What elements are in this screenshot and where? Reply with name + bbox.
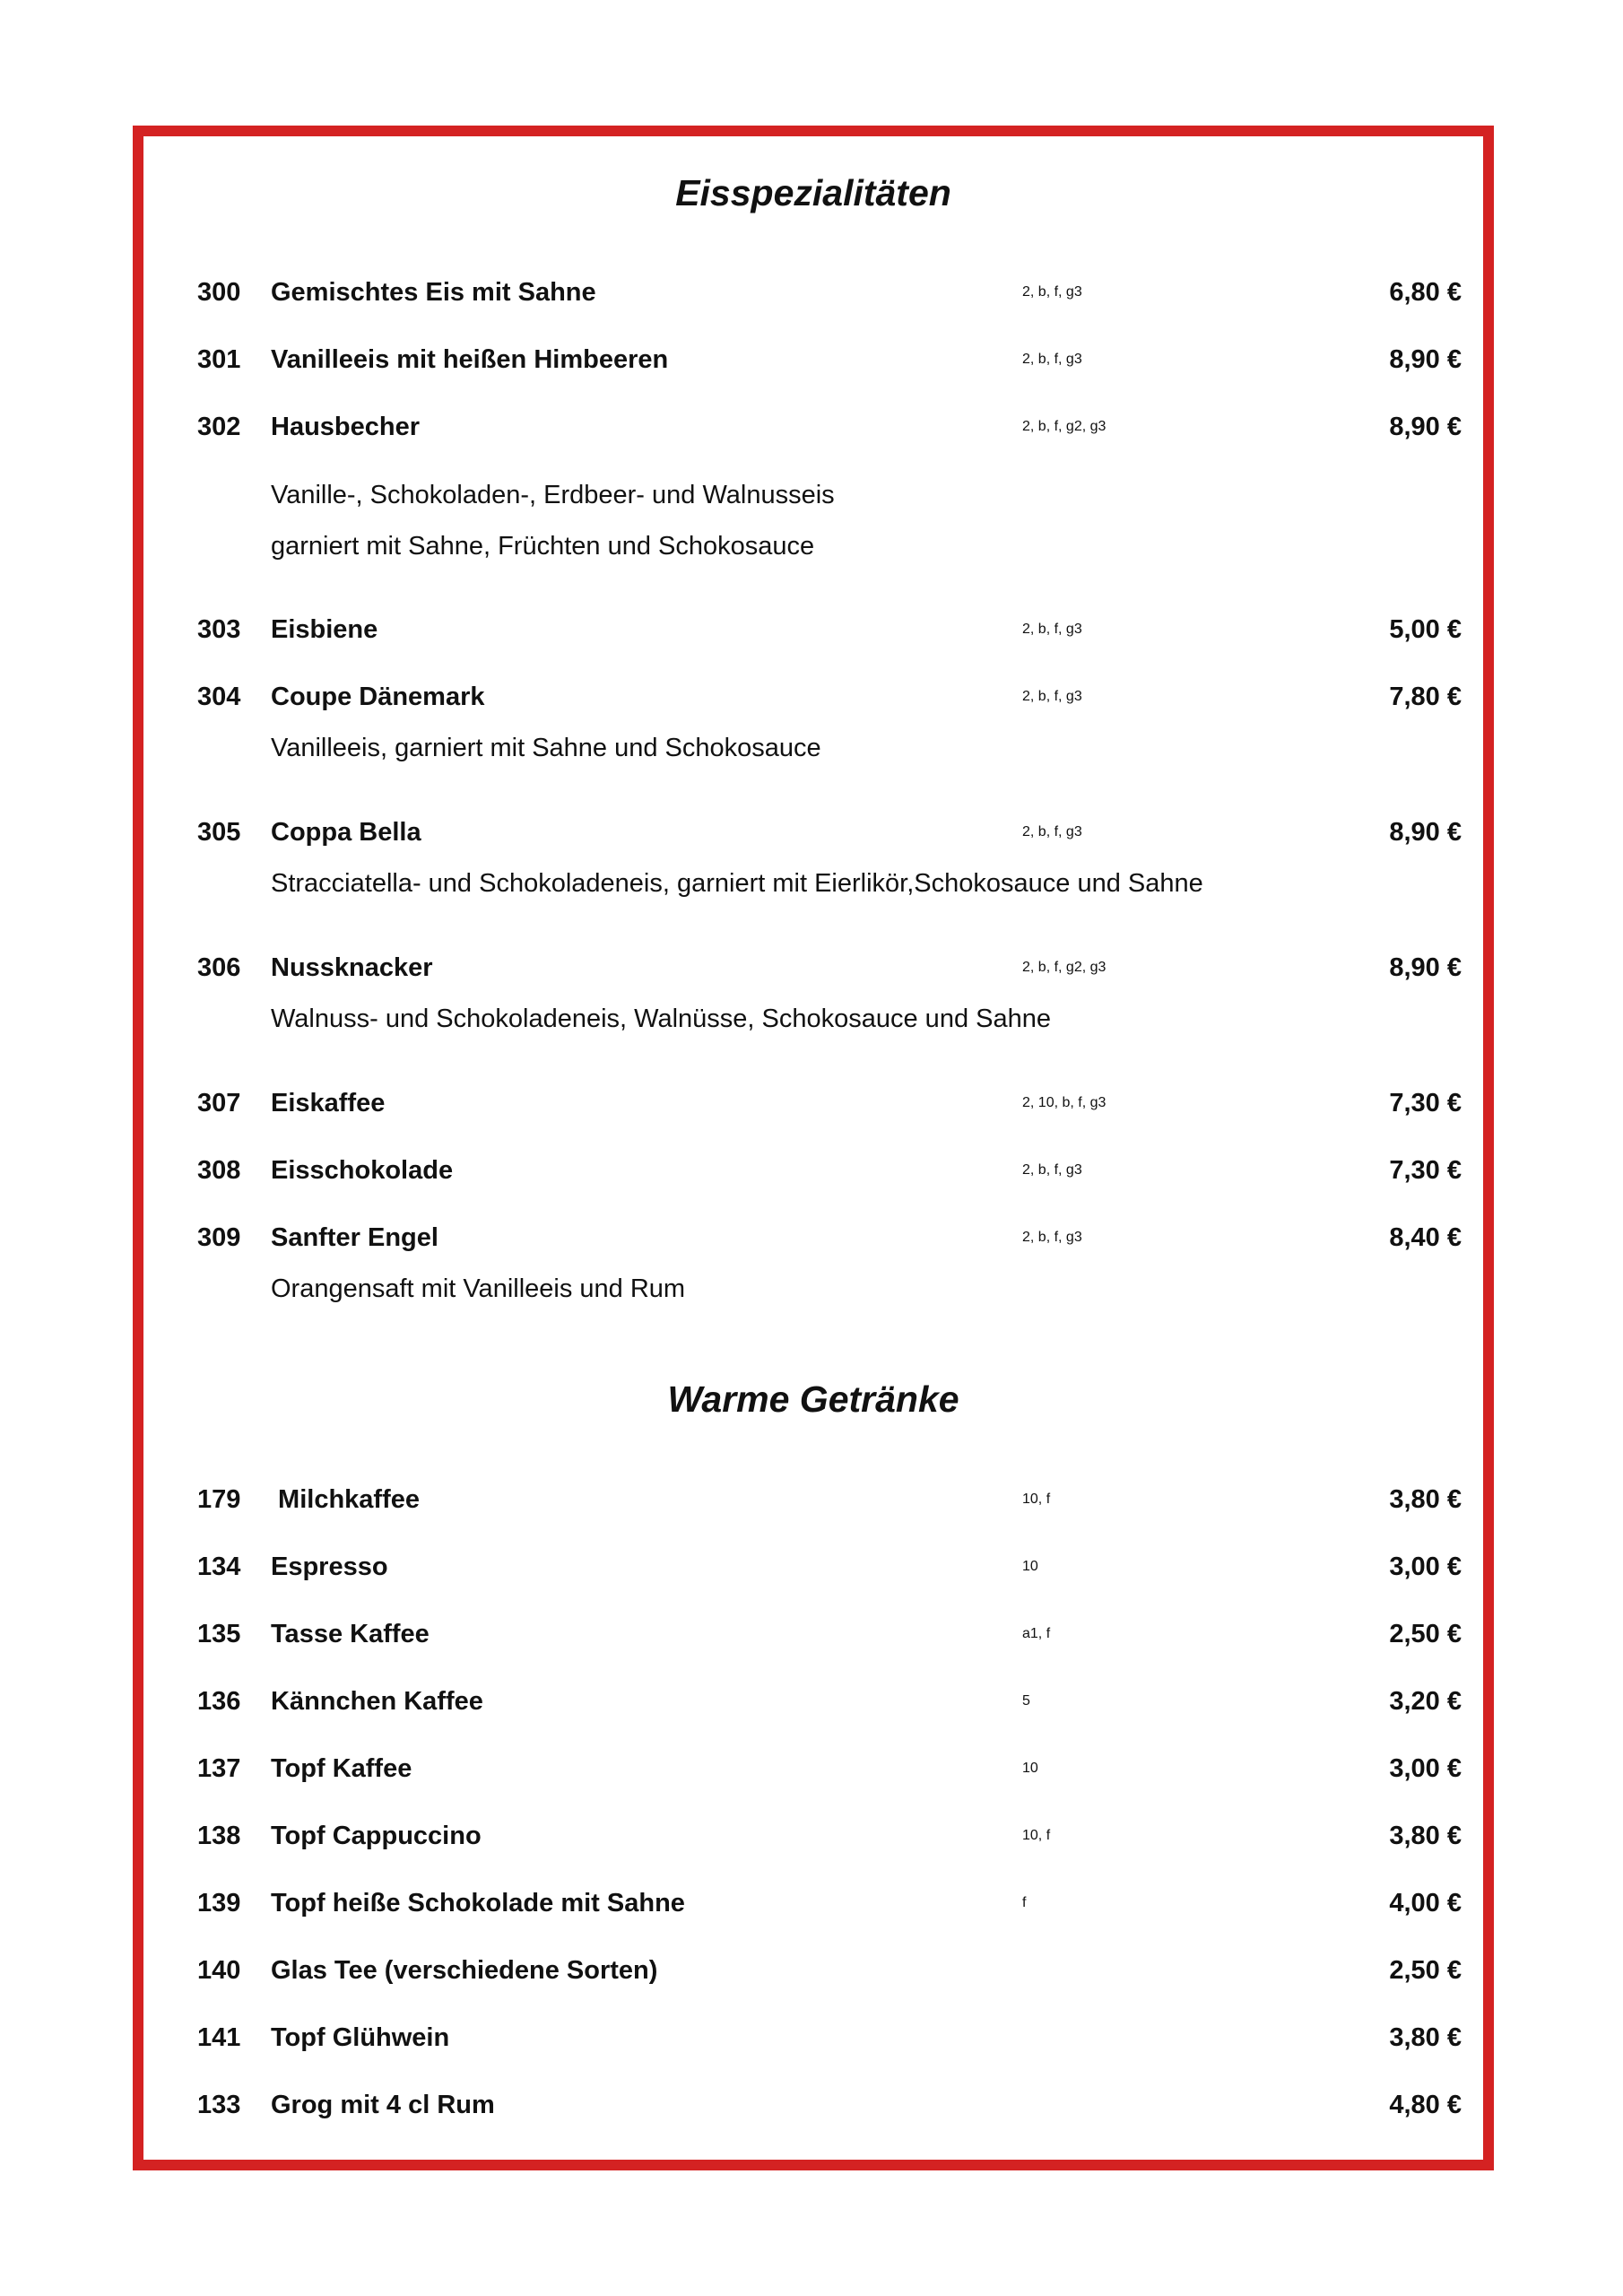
item-allergens: 2, b, f, g3 — [1022, 689, 1082, 704]
item-name: Coupe Dänemark — [271, 683, 485, 711]
menu-item-307 — [0, 1083, 1623, 1123]
item-price: 3,80 € — [1389, 1485, 1462, 1514]
item-allergens: 2, b, f, g3 — [1022, 352, 1082, 367]
menu-item-179 — [0, 1480, 1623, 1519]
item-allergens: f — [1022, 1895, 1027, 1910]
item-price: 3,00 € — [1389, 1552, 1462, 1581]
menu-item-305 — [0, 813, 1623, 852]
item-allergens: 5 — [1022, 1693, 1030, 1709]
section-title-eisspezialitaeten: Eisspezialitäten — [675, 172, 951, 213]
menu-item-137 — [0, 1749, 1623, 1788]
item-price: 4,00 € — [1389, 1889, 1462, 1918]
item-allergens: 2, b, f, g2, g3 — [1022, 419, 1107, 434]
item-description: Walnuss- und Schokoladeneis, Walnüsse, Schokosauce und Sahne — [271, 1004, 1051, 1033]
item-name: Kännchen Kaffee — [271, 1687, 483, 1716]
item-description: Orangensaft mit Vanilleeis und Rum — [271, 1274, 686, 1303]
item-name: Eisschokolade — [271, 1156, 454, 1185]
menu-item-134 — [0, 1547, 1623, 1587]
item-price: 2,50 € — [1389, 1620, 1462, 1648]
item-name: Tasse Kaffee — [271, 1620, 430, 1648]
menu-item-302 — [0, 407, 1623, 447]
item-price: 8,40 € — [1389, 1223, 1462, 1252]
item-price: 8,90 € — [1389, 818, 1462, 847]
item-price: 3,00 € — [1389, 1754, 1462, 1783]
item-price: 5,00 € — [1389, 615, 1462, 644]
item-number: 138 — [197, 1822, 241, 1850]
item-allergens: 2, 10, b, f, g3 — [1022, 1095, 1107, 1110]
item-description: garniert mit Sahne, Früchten und Schokosauce — [271, 532, 815, 561]
item-price: 7,30 € — [1389, 1089, 1462, 1118]
item-name: Grog mit 4 cl Rum — [271, 2091, 495, 2119]
item-name: Eiskaffee — [271, 1089, 386, 1118]
item-price: 3,20 € — [1389, 1687, 1462, 1716]
menu-item-133 — [0, 2085, 1623, 2125]
menu-item-141 — [0, 2018, 1623, 2057]
section-title-warme-getraenke: Warme Getränke — [667, 1378, 959, 1420]
item-name: Nussknacker — [271, 953, 433, 982]
item-name: Espresso — [271, 1552, 388, 1581]
item-name: Sanfter Engel — [271, 1223, 438, 1252]
item-price: 3,80 € — [1389, 1822, 1462, 1850]
item-price: 8,90 € — [1389, 413, 1462, 441]
item-allergens: 2, b, f, g2, g3 — [1022, 960, 1107, 975]
item-number: 141 — [197, 2023, 241, 2052]
item-description: Stracciatella- und Schokoladeneis, garniert mit Eierlikör,Schokosauce und Sahne — [271, 869, 1203, 898]
item-name: Hausbecher — [271, 413, 421, 441]
item-price: 8,90 € — [1389, 953, 1462, 982]
item-number: 133 — [197, 2091, 241, 2119]
item-name: Eisbiene — [271, 615, 378, 644]
item-description: Vanilleeis, garniert mit Sahne und Schokosauce — [271, 734, 821, 762]
item-number: 309 — [197, 1223, 241, 1252]
item-name: Glas Tee (verschiedene Sorten) — [271, 1956, 658, 1985]
menu-item-139 — [0, 1883, 1623, 1923]
item-number: 302 — [197, 413, 241, 441]
menu-item-138 — [0, 1816, 1623, 1856]
item-number: 137 — [197, 1754, 241, 1783]
item-price: 3,80 € — [1389, 2023, 1462, 2052]
item-number: 304 — [197, 683, 241, 711]
item-number: 301 — [197, 345, 241, 374]
menu-item-309 — [0, 1218, 1623, 1257]
item-price: 8,90 € — [1389, 345, 1462, 374]
item-allergens: 10, f — [1022, 1828, 1051, 1843]
item-allergens: a1, f — [1022, 1626, 1051, 1641]
menu-item-140 — [0, 1951, 1623, 1990]
item-allergens: 2, b, f, g3 — [1022, 284, 1082, 300]
menu-item-136 — [0, 1682, 1623, 1721]
item-name: Topf Cappuccino — [271, 1822, 482, 1850]
item-description: Vanille-, Schokoladen-, Erdbeer- und Walnusseis — [271, 481, 835, 509]
menu-item-135 — [0, 1614, 1623, 1654]
item-number: 303 — [197, 615, 241, 644]
item-allergens: 2, b, f, g3 — [1022, 1162, 1082, 1178]
item-name: Topf heiße Schokolade mit Sahne — [271, 1889, 685, 1918]
item-allergens: 2, b, f, g3 — [1022, 1230, 1082, 1245]
item-name: Coppa Bella — [271, 818, 421, 847]
item-price: 2,50 € — [1389, 1956, 1462, 1985]
item-name: Topf Kaffee — [271, 1754, 412, 1783]
item-allergens: 2, b, f, g3 — [1022, 824, 1082, 839]
item-number: 306 — [197, 953, 241, 982]
menu-item-308 — [0, 1151, 1623, 1190]
item-allergens: 10 — [1022, 1559, 1038, 1574]
item-price: 7,30 € — [1389, 1156, 1462, 1185]
menu-item-300 — [0, 273, 1623, 312]
item-name: Gemischtes Eis mit Sahne — [271, 278, 596, 307]
item-number: 134 — [197, 1552, 241, 1581]
menu-item-301 — [0, 340, 1623, 379]
item-name: Milchkaffee — [271, 1485, 420, 1514]
item-name: Vanilleeis mit heißen Himbeeren — [271, 345, 669, 374]
item-name: Topf Glühwein — [271, 2023, 450, 2052]
item-number: 140 — [197, 1956, 241, 1985]
item-number: 300 — [197, 278, 241, 307]
item-allergens: 10, f — [1022, 1492, 1051, 1507]
menu-item-306 — [0, 948, 1623, 987]
item-number: 139 — [197, 1889, 241, 1918]
item-allergens: 2, b, f, g3 — [1022, 622, 1082, 637]
item-number: 307 — [197, 1089, 241, 1118]
item-number: 136 — [197, 1687, 241, 1716]
item-price: 6,80 € — [1389, 278, 1462, 307]
menu-item-304 — [0, 677, 1623, 717]
item-number: 135 — [197, 1620, 241, 1648]
item-number: 305 — [197, 818, 241, 847]
item-allergens: 10 — [1022, 1761, 1038, 1776]
item-price: 7,80 € — [1389, 683, 1462, 711]
menu-item-303 — [0, 610, 1623, 649]
item-price: 4,80 € — [1389, 2091, 1462, 2119]
item-number: 308 — [197, 1156, 241, 1185]
item-number: 179 — [197, 1485, 241, 1514]
